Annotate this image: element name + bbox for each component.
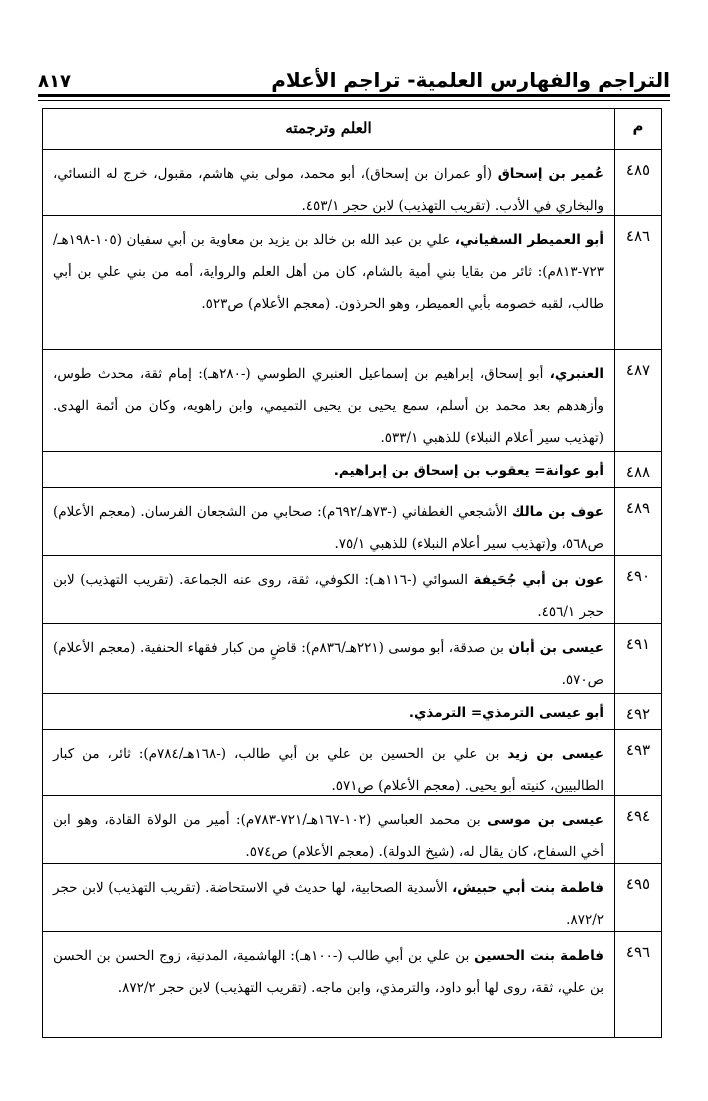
table-header-row bbox=[43, 109, 661, 149]
entry-body: بن محمد العباسي (١٠٢-١٦٧هـ/٧٢١-٧٨٣م): أمير من الولاة القادة، وهو ابن أخي السفاح، كان يقال له، (شيخ الدولة). (معجم الأعلام) ص٥٧٤. bbox=[53, 812, 604, 860]
biography-table bbox=[42, 108, 662, 1038]
entry-body: الأسدية الصحابية، لها حديث في الاستحاضة. (تقريب التهذيب) لابن حجر ٨٧٢/٢. bbox=[53, 880, 604, 928]
entry-number: ٤٨٩ bbox=[614, 488, 661, 556]
entry-number: ٤٩٥ bbox=[614, 864, 661, 932]
running-title: التراجم والفهارس العلمية- تراجم الأعلام bbox=[271, 68, 670, 92]
entry-number: ٤٨٧ bbox=[614, 350, 661, 452]
entry-name: العنبري، bbox=[549, 366, 604, 382]
table-row bbox=[43, 555, 661, 624]
table-row bbox=[43, 931, 661, 1038]
entry-text bbox=[43, 350, 614, 452]
table-row bbox=[43, 693, 661, 730]
entry-number: ٤٨٨ bbox=[614, 452, 661, 488]
table-row bbox=[43, 215, 661, 350]
entry-name: عيسى بن زيد bbox=[507, 746, 605, 762]
header-rule-thin bbox=[38, 100, 670, 101]
entry-name: أبو عيسى الترمذي= الترمذي. bbox=[408, 705, 604, 721]
table-row bbox=[43, 487, 661, 556]
entry-body: (أو عمران بن إسحاق)، أبو محمد، مولى بني هاشم، مقبول، خرج له النسائي، والبخاري في الأدب. (تقريب التهذيب) لابن حجر ٤٥٣/١. bbox=[53, 166, 604, 214]
entry-number: ٤٩٣ bbox=[614, 730, 661, 796]
page-number: ٨١٧ bbox=[38, 71, 71, 92]
page-header bbox=[38, 58, 670, 92]
entry-name: عون بن أبي جُحَيفة bbox=[473, 572, 604, 588]
entry-name: أبو عوانة= يعقوب بن إسحاق بن إبراهيم. bbox=[333, 463, 604, 479]
table-row bbox=[43, 451, 661, 488]
entry-name: عُمير بن إسحاق bbox=[497, 166, 604, 182]
entry-text bbox=[43, 452, 614, 488]
entry-body: بن علي بن أبي طالب (-١٠٠هـ): الهاشمية، المدنية، زوج الحسن بن الحسن بن علي، ثقة، روى لها أبو داود، والترمذي، وابن ماجه. (تقريب التهذيب) لابن حجر ٨٧٢/٢. bbox=[53, 948, 604, 996]
entry-name: عيسى بن موسى bbox=[487, 812, 604, 828]
entry-text bbox=[43, 694, 614, 730]
entry-body: بن صدقة، أبو موسى (٢٢١هـ/٨٣٦م): قاضٍ من كبار فقهاء الحنفية. (معجم الأعلام) ص٥٧٠. bbox=[53, 640, 604, 688]
entry-name: فاطمة بنت أبي حبيش، bbox=[452, 880, 604, 896]
table-row bbox=[43, 863, 661, 932]
entry-body: علي بن عبد الله بن خالد بن يزيد بن معاوية بن أبي سفيان (١٠٥-١٩٨هـ/٧٢٣-٨١٣م): ثائر من بقايا بني أمية بالشام، كان من أهل العلم والرواية، أمه من بني علي بن أبي طالب، لقبه خصومه بأبي العميطر، وهو الحرذون. (معجم الأعلام) ص٥٢٣. bbox=[53, 232, 604, 312]
entry-text bbox=[43, 488, 614, 556]
entry-text bbox=[43, 556, 614, 624]
entry-body: أبو إسحاق، إبراهيم بن إسماعيل العنبري الطوسي (-٢٨٠هـ): إمام ثقة، محدث طوس، وأزهدهم بعد محمد بن أسلم، سمع يحيى بن يحيى التميمي، وابن راهويه، وكان من أئمة الهدى. (تهذيب سير أعلام النبلاء) للذهبي ٥٣٣/١. bbox=[53, 366, 604, 446]
entry-text bbox=[43, 150, 614, 216]
entry-number: ٤٩١ bbox=[614, 624, 661, 694]
entry-text bbox=[43, 932, 614, 1038]
entry-name: عيسى بن أبان bbox=[508, 640, 604, 656]
entry-number: ٤٨٦ bbox=[614, 216, 661, 350]
entry-number: ٤٩٤ bbox=[614, 796, 661, 864]
entry-name: فاطمة بنت الحسين bbox=[474, 948, 604, 964]
entry-text bbox=[43, 730, 614, 796]
entry-text bbox=[43, 864, 614, 932]
entry-text bbox=[43, 796, 614, 864]
entry-body: السوائي (-١١٦هـ): الكوفي، ثقة، روى عنه الجماعة. (تقريب التهذيب) لابن حجر ٤٥٦/١. bbox=[53, 572, 604, 620]
table-row bbox=[43, 149, 661, 216]
table-row bbox=[43, 349, 661, 452]
table-row bbox=[43, 795, 661, 864]
header-rule bbox=[38, 94, 670, 97]
entry-body: الأشجعي الغطفاني (-٧٣هـ/٦٩٢م): صحابي من الشجعان الفرسان. (معجم الأعلام) ص٥٦٨، و(تهذيب سير أعلام النبلاء) للذهبي ٧٥/١. bbox=[53, 504, 604, 552]
entry-body: بن علي بن الحسين بن علي بن أبي طالب، (-١٦٨هـ/٧٨٤م): ثائر، من كبار الطالبيين، كنيته أبو يحيى. (معجم الأعلام) ص٥٧١. bbox=[53, 746, 604, 794]
entry-name: أبو العميطر السفياني، bbox=[454, 232, 604, 248]
entry-name: عوف بن مالك bbox=[512, 504, 604, 520]
table-row bbox=[43, 729, 661, 796]
entry-number: ٤٩٠ bbox=[614, 556, 661, 624]
table-row bbox=[43, 623, 661, 694]
entry-text bbox=[43, 624, 614, 694]
header-num: م bbox=[614, 109, 661, 149]
entry-number: ٤٨٥ bbox=[614, 150, 661, 216]
entry-number: ٤٩٢ bbox=[614, 694, 661, 730]
header-title: العلم وترجمته bbox=[285, 119, 372, 137]
entry-text bbox=[43, 216, 614, 350]
entry-number: ٤٩٦ bbox=[614, 932, 661, 1038]
